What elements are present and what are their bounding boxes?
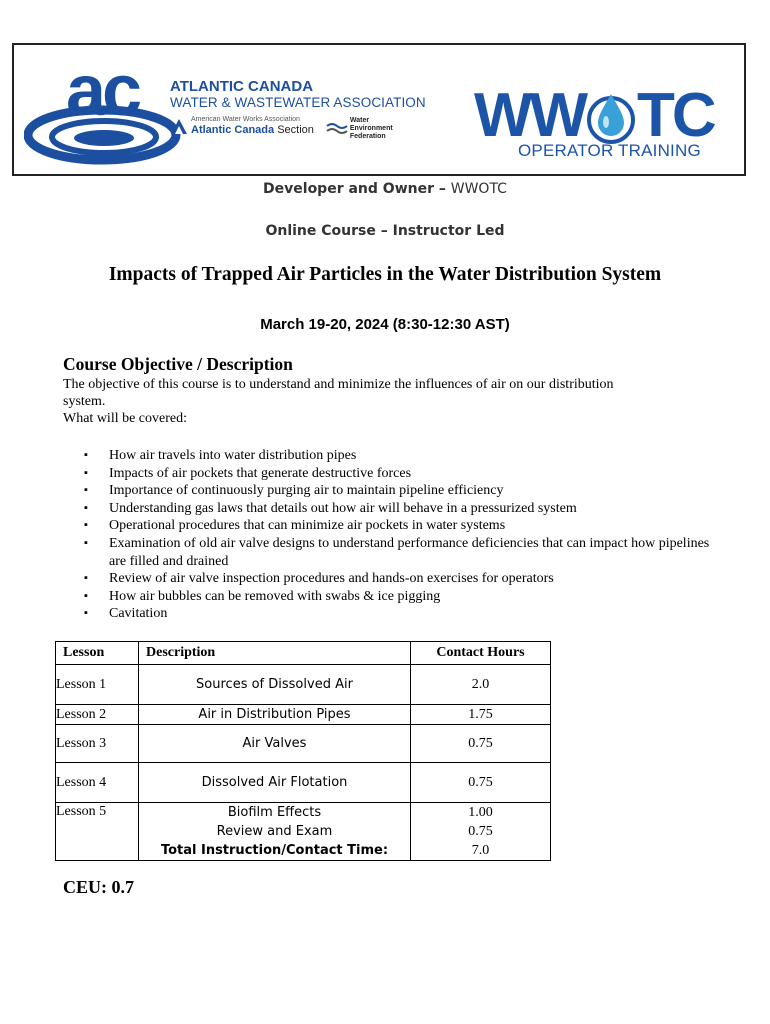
list-item: ▪ Understanding gas laws that details out how air will behave in a pressurized system [84,500,714,518]
description-cell: Dissolved Air Flotation [139,763,411,803]
list-item: ▪ Importance of continuously purging air to maintain pipeline efficiency [84,482,714,500]
association-line1: ATLANTIC CANADA [170,78,314,95]
list-item: ▪ Impacts of air pockets that generate destructive forces [84,465,714,483]
water-drop-icon [586,86,636,146]
objective-line1: The objective of this course is to understand and minimize the influences of air on our distribution [63,377,614,392]
col-header-hours: Contact Hours [411,642,551,665]
wef-logo [326,117,396,141]
developer-line [0,181,770,197]
wwotc-logo [474,81,714,171]
delivery-mode: Online Course – Instructor Led [265,223,505,239]
ceu-value: CEU: 0.7 [63,877,134,897]
lesson-cell: Lesson 1 [56,665,139,705]
awwa-logo-icon [170,117,188,135]
table-row [56,763,551,803]
page-title: Impacts of Trapped Air Particles in the Water Distribution System [108,264,662,285]
list-item: ▪ Examination of old air valve designs to understand performance deficiencies that can impact how pipelines are filled and drained [84,535,714,570]
col-header-description: Description [139,642,411,665]
section-heading: Course Objective / Description [63,354,293,374]
description-cell: Sources of Dissolved Air [139,665,411,705]
list-item: ▪ Operational procedures that can minimize air pockets in water systems [84,517,714,535]
objective-line3: What will be covered: [63,411,188,426]
objective-line2: system. [63,394,106,409]
association-name [170,79,426,141]
wef-wave-icon [326,122,348,136]
hours-cell: 1.75 [411,705,551,725]
list-item: ▪ Cavitation [84,605,714,623]
biofilm-description: Biofilm Effects [227,805,322,820]
total-hours: 7.0 [471,843,490,858]
objective-paragraph [63,376,683,427]
awwa-section-bold: Atlantic Canada [191,124,275,136]
hours-cell [411,803,551,861]
list-item: ▪ How air travels into water distribution pipes [84,447,714,465]
developer-value: WWOTC [450,181,507,197]
review-hours: 0.75 [468,824,493,839]
wwotc-subtitle: OPERATOR TRAINING [518,141,701,160]
biofilm-hours: 1.00 [468,805,493,820]
lesson-cell [56,803,139,861]
table-header-row [56,642,551,665]
hours-cell: 2.0 [411,665,551,705]
lesson-cell: Lesson 3 [56,725,139,763]
description-cell: Air in Distribution Pipes [139,705,411,725]
topics-list [84,447,714,623]
wwotc-left: WW [474,81,586,150]
list-item: ▪ Review of air valve inspection procedures and hands-on exercises for operators [84,570,714,588]
course-date: March 19-20, 2024 (8:30-12:30 AST) [260,316,510,333]
table-row [56,803,551,861]
developer-label: Developer and Owner – [263,181,451,197]
acwwa-logo-icon [24,57,184,167]
lessons-table [55,641,551,861]
table-row [56,725,551,763]
col-header-lesson: Lesson [56,642,139,665]
description-cell: Air Valves [139,725,411,763]
hours-cell: 0.75 [411,725,551,763]
header-banner [12,43,746,176]
lesson-label: Lesson 5 [56,804,107,819]
lesson-cell: Lesson 2 [56,705,139,725]
total-label: Total Instruction/Contact Time: [160,843,389,858]
review-description: Review and Exam [216,824,333,839]
lesson-cell: Lesson 4 [56,763,139,803]
association-line2: WATER & WASTEWATER ASSOCIATION [170,95,426,110]
awwa-section-rest: Section [274,124,314,136]
description-cell [139,803,411,861]
table-row [56,705,551,725]
hours-cell: 0.75 [411,763,551,803]
list-item: ▪ How air bubbles can be removed with swabs & ice pigging [84,588,714,606]
awwa-name: American Water Works Association [191,116,300,123]
wef-text: Water Environment Federation [349,117,393,140]
wwotc-right: TC [637,81,714,150]
svg-text:ac: ac [66,57,139,131]
table-row [56,665,551,705]
